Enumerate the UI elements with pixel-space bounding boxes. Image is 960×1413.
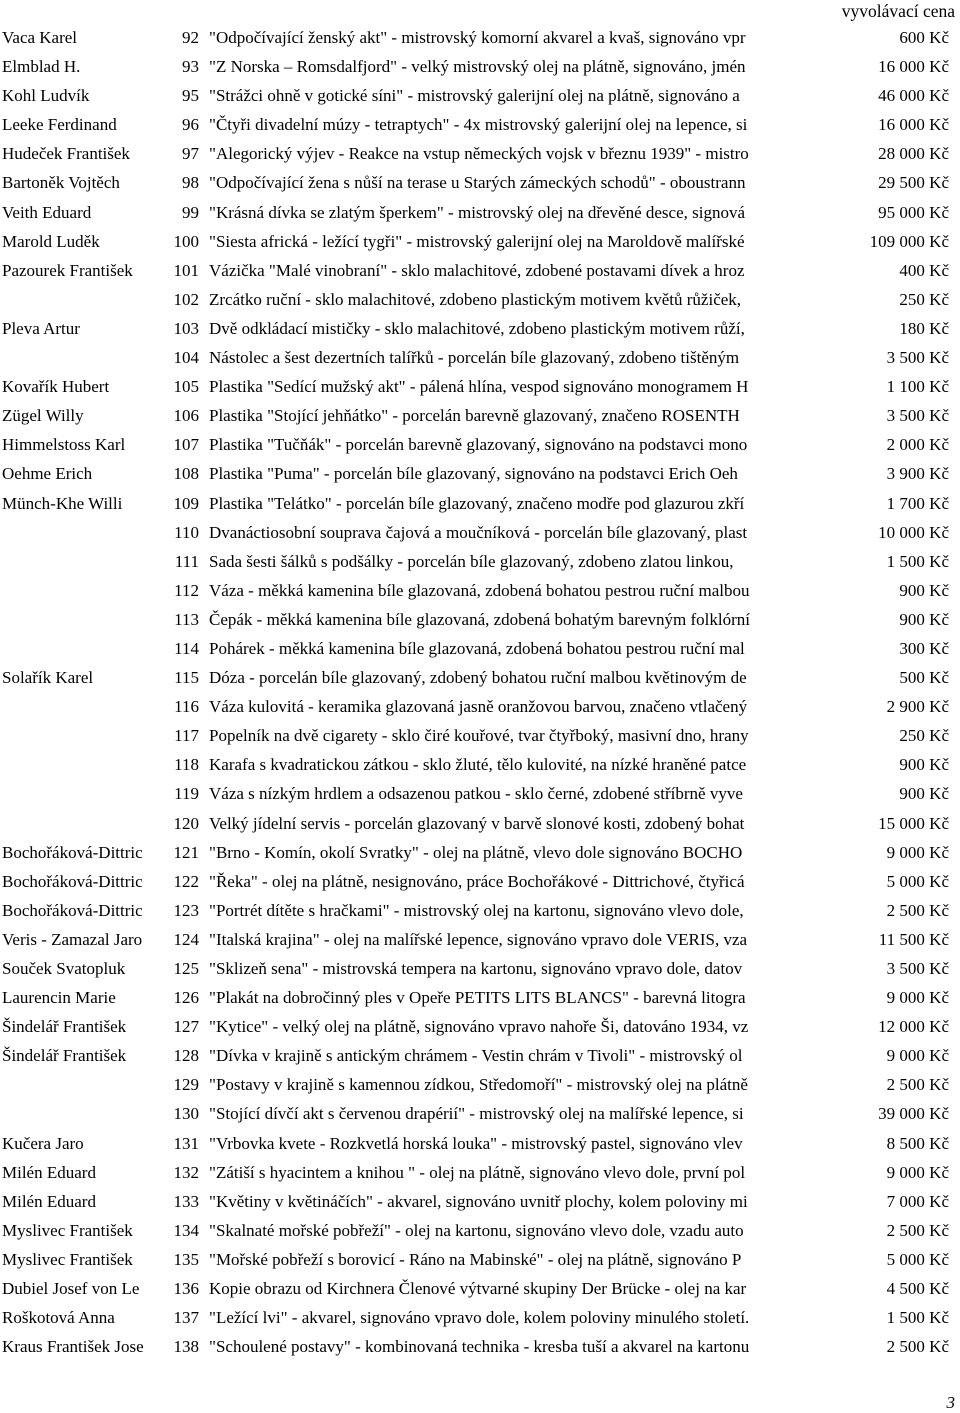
lot-number: 107 (173, 435, 199, 455)
item-description: Vázička "Malé vinobraní" - sklo malachitové, zdobené postavami dívek a hroz (209, 260, 745, 280)
catalog-row (0, 401, 960, 430)
lot-number: 120 (173, 813, 199, 833)
author-name: Šindelář František (2, 1046, 127, 1066)
item-description: "Květiny v květináčích" - akvarel, signováno uvnitř plochy, kolem poloviny mi (209, 1191, 748, 1211)
item-description: Váza s nízkým hrdlem a odsazenou patkou - sklo černé, zdobené stříbrně vyve (209, 784, 743, 804)
author-name: Himmelstoss Karl (2, 435, 126, 455)
lot-number: 100 (173, 231, 199, 251)
lot-number: 92 (182, 28, 199, 47)
starting-price: 2 500 Kč (886, 1075, 949, 1095)
author-name: Bochořáková-Dittric (2, 871, 143, 891)
author-name: Kovařík Hubert (2, 377, 110, 397)
lot-number: 115 (174, 668, 199, 688)
starting-price: 8 500 Kč (886, 1133, 949, 1153)
lot-number: 137 (173, 1308, 199, 1328)
item-description: Kopie obrazu od Kirchnera Členové výtvarné skupiny Der Brücke - olej na kar (209, 1279, 747, 1299)
lot-number: 93 (182, 57, 199, 77)
catalog-row (0, 430, 960, 459)
lot-number: 129 (173, 1075, 199, 1095)
author-name: Souček Svatopluk (2, 959, 126, 978)
item-description: Sada šesti šálků s podšálky - porcelán bíle glazovaný, zdobeno zlatou linkou, (209, 551, 734, 571)
catalog-row (0, 838, 960, 867)
lot-number: 122 (173, 871, 199, 891)
starting-price: 15 000 Kč (878, 813, 949, 833)
auction-catalog-table (0, 23, 960, 1361)
catalog-row (0, 256, 960, 285)
catalog-row (0, 139, 960, 168)
catalog-row (0, 518, 960, 547)
catalog-row (0, 1041, 960, 1070)
catalog-row (0, 779, 960, 808)
catalog-row (0, 1187, 960, 1216)
lot-number: 130 (173, 1104, 199, 1124)
item-description: Pohárek - měkká kamenina bíle glazovaná, zdobená bohatou pestrou ruční mal (209, 638, 745, 658)
item-description: Velký jídelní servis - porcelán glazovaný v barvě slonové kosti, zdobený bohat (209, 813, 745, 833)
author-name: Roškotová Anna (2, 1308, 115, 1328)
author-name: Leeke Ferdinand (2, 115, 117, 135)
catalog-row (0, 52, 960, 81)
catalog-row (0, 489, 960, 518)
starting-price: 9 000 Kč (886, 1162, 949, 1182)
author-name: Milén Eduard (2, 1162, 96, 1182)
lot-number: 108 (173, 464, 199, 484)
author-name: Milén Eduard (2, 1191, 96, 1211)
catalog-row (0, 343, 960, 372)
author-name: Kohl Ludvík (2, 86, 90, 106)
catalog-row (0, 925, 960, 954)
lot-number: 124 (173, 929, 199, 949)
item-description: "Schoulené postavy" - kombinovaná technika - kresba tuší a akvarel na kartonu (209, 1337, 750, 1357)
starting-price: 180 Kč (899, 318, 949, 338)
author-name: Vaca Karel (2, 28, 78, 47)
starting-price: 11 500 Kč (878, 929, 949, 949)
lot-number: 131 (173, 1133, 199, 1153)
starting-price: 250 Kč (899, 726, 949, 746)
starting-price: 9 000 Kč (886, 842, 949, 862)
catalog-row (0, 983, 960, 1012)
author-name: Münch-Khe Willi (2, 493, 123, 513)
catalog-row (0, 750, 960, 779)
catalog-row (0, 1303, 960, 1332)
author-name: Pazourek František (2, 260, 133, 280)
catalog-row (0, 692, 960, 721)
item-description: Zrcátko ruční - sklo malachitové, zdobeno plastickým motivem květů růžiček, (209, 289, 742, 309)
catalog-row (0, 168, 960, 197)
author-name: Kučera Jaro (2, 1133, 84, 1153)
item-description: Dvě odkládací mističky - sklo malachitové, zdobeno plastickým motivem růží, (209, 318, 745, 338)
starting-price: 10 000 Kč (878, 522, 949, 542)
author-name: Bochořáková-Dittric (2, 900, 143, 920)
starting-price: 29 500 Kč (878, 173, 949, 193)
starting-price: 1 100 Kč (886, 377, 949, 397)
catalog-row (0, 285, 960, 314)
item-description: "Stojící dívčí akt s červenou drapérií" - mistrovský olej na malířské lepence, si (209, 1104, 744, 1124)
lot-number: 134 (173, 1220, 199, 1240)
author-name: Bartoněk Vojtěch (2, 173, 120, 193)
starting-price: 2 500 Kč (886, 1337, 949, 1357)
catalog-row (0, 663, 960, 692)
catalog-row (0, 634, 960, 663)
starting-price: 1 700 Kč (886, 493, 949, 513)
catalog-row (0, 1216, 960, 1245)
lot-number: 112 (174, 580, 199, 600)
lot-number: 101 (173, 260, 199, 280)
lot-number: 114 (174, 638, 199, 658)
catalog-row (0, 372, 960, 401)
lot-number: 109 (173, 493, 199, 513)
author-name: Šindelář František (2, 1017, 127, 1037)
lot-number: 97 (182, 144, 199, 164)
catalog-row (0, 1070, 960, 1099)
item-description: Plastika "Stojící jehňátko" - porcelán barevně glazovaný, značeno ROSENTH (209, 406, 740, 426)
lot-number: 110 (174, 522, 199, 542)
lot-number: 117 (174, 726, 199, 746)
catalog-row (0, 809, 960, 838)
item-description: "Vrbovka kvete - Rozkvetlá horská louka" - mistrovský pastel, signováno vlev (209, 1133, 743, 1153)
starting-price: 39 000 Kč (878, 1104, 949, 1124)
lot-number: 104 (173, 348, 199, 368)
lot-number: 128 (173, 1046, 199, 1066)
catalog-row (0, 1274, 960, 1303)
lot-number: 136 (173, 1279, 199, 1299)
lot-number: 111 (174, 551, 199, 571)
lot-number: 118 (174, 755, 199, 775)
starting-price: 9 000 Kč (886, 1046, 949, 1066)
starting-price: 1 500 Kč (886, 551, 949, 571)
author-name: Veris - Zamazal Jaro (2, 929, 143, 949)
item-description: Dvanáctiosobní souprava čajová a moučníková - porcelán bíle glazovaný, plast (209, 522, 748, 542)
catalog-row (0, 1129, 960, 1158)
lot-number: 106 (173, 406, 199, 426)
author-name: Oehme Erich (2, 464, 93, 484)
lot-number: 113 (174, 609, 199, 629)
starting-price: 3 900 Kč (886, 464, 949, 484)
lot-number: 99 (182, 202, 199, 222)
starting-price: 3 500 Kč (886, 959, 949, 978)
starting-price: 7 000 Kč (886, 1191, 949, 1211)
item-description: "Kytice" - velký olej na plátně, signováno vpravo nahoře Ši, datováno 1934, vz (209, 1017, 749, 1037)
item-description: Dóza - porcelán bíle glazovaný, zdobený bohatou ruční malbou květinovým de (209, 668, 747, 688)
catalog-row (0, 1332, 960, 1361)
item-description: "Postavy v krajině s kamennou zídkou, Středomoří" - mistrovský olej na plátně (209, 1075, 748, 1095)
catalog-row (0, 81, 960, 110)
lot-number: 121 (173, 842, 199, 862)
starting-price: 109 000 Kč (869, 231, 949, 251)
catalog-row (0, 1158, 960, 1187)
catalog-row (0, 547, 960, 576)
catalog-row (0, 227, 960, 256)
catalog-row (0, 459, 960, 488)
starting-price: 3 500 Kč (886, 348, 949, 368)
item-description: "Skalnaté mořské pobřeží" - olej na kartonu, signováno vlevo dole, vzadu auto (209, 1220, 744, 1240)
item-description: Popelník na dvě cigarety - sklo čiré kouřové, tvar čtyřboký, masivní dno, hrany (209, 726, 749, 746)
starting-price: 9 000 Kč (886, 988, 949, 1008)
catalog-row (0, 314, 960, 343)
lot-number: 95 (182, 86, 199, 106)
item-description: "Odpočívající žena s nůší na terase u Starých zámeckých schodů" - oboustrann (209, 173, 746, 193)
author-name: Laurencin Marie (2, 988, 116, 1008)
starting-price: 300 Kč (899, 638, 949, 658)
author-name: Elmblad H. (2, 57, 81, 77)
starting-price: 600 Kč (899, 28, 949, 47)
lot-number: 125 (173, 959, 199, 978)
author-name: Veith Eduard (2, 202, 92, 222)
lot-number: 116 (174, 697, 199, 717)
lot-number: 102 (173, 289, 199, 309)
item-description: "Siesta africká - ležící tygři" - mistrovský galerijní olej na Maroldově malířské (209, 231, 745, 251)
item-description: "Krásná dívka se zlatým šperkem" - mistrovský olej na dřevěné desce, signová (209, 202, 745, 222)
item-description: "Řeka" - olej na plátně, nesignováno, práce Bochořákové - Dittrichové, čtyřicá (209, 871, 745, 891)
author-name: Bochořáková-Dittric (2, 842, 143, 862)
starting-price: 4 500 Kč (886, 1279, 949, 1299)
item-description: "Strážci ohně v gotické síni" - mistrovský galerijní olej na plátně, signováno a (209, 86, 740, 106)
item-description: "Čtyři divadelní múzy - tetraptych" - 4x mistrovský galerijní olej na lepence, si (209, 115, 748, 135)
starting-price: 16 000 Kč (878, 115, 949, 135)
starting-price: 46 000 Kč (878, 86, 949, 106)
lot-number: 127 (173, 1017, 199, 1037)
item-description: Nástolec a šest dezertních talířků - porcelán bíle glazovaný, zdobeno tištěným (209, 348, 740, 368)
item-description: "Plakát na dobročinný ples v Opeře PETITS LITS BLANCS" - barevná litogra (209, 988, 746, 1008)
author-name: Marold Luděk (2, 231, 100, 251)
item-description: Čepák - měkká kamenina bíle glazovaná, zdobená bohatým barevným folklórní (209, 609, 750, 629)
item-description: "Alegorický výjev - Reakce na vstup německých vojsk v březnu 1939" - mistro (209, 144, 749, 164)
item-description: "Brno - Komín, okolí Svratky" - olej na plátně, vlevo dole signováno BOCHO (209, 842, 743, 862)
catalog-row (0, 721, 960, 750)
catalog-row (0, 23, 960, 52)
item-description: Plastika "Sedící mužský akt" - pálená hlína, vespod signováno monogramem H (209, 377, 749, 397)
author-name: Hudeček František (2, 144, 130, 164)
catalog-row (0, 198, 960, 227)
item-description: "Dívka v krajině s antickým chrámem - Vestin chrám v Tivoli" - mistrovský ol (209, 1046, 743, 1066)
starting-price: 16 000 Kč (878, 57, 949, 77)
author-name: Pleva Artur (2, 318, 80, 338)
lot-number: 119 (174, 784, 199, 804)
starting-price: 3 500 Kč (886, 406, 949, 426)
catalog-row (0, 110, 960, 139)
lot-number: 132 (173, 1162, 199, 1182)
lot-number: 98 (182, 173, 199, 193)
item-description: Plastika "Telátko" - porcelán bíle glazovaný, značeno modře pod glazurou zkří (209, 493, 745, 513)
author-name: Myslivec František (2, 1220, 133, 1240)
item-description: "Zátiší s hyacintem a knihou " - olej na plátně, signováno vlevo dole, první pol (209, 1162, 746, 1182)
lot-number: 133 (173, 1191, 199, 1211)
item-description: "Sklizeň sena" - mistrovská tempera na kartonu, signováno vpravo dole, datov (209, 959, 743, 978)
catalog-row (0, 576, 960, 605)
catalog-row (0, 954, 960, 983)
starting-price: 5 000 Kč (886, 871, 949, 891)
catalog-row (0, 1245, 960, 1274)
starting-price: 2 500 Kč (886, 1220, 949, 1240)
starting-price: 250 Kč (899, 289, 949, 309)
starting-price: 1 500 Kč (886, 1308, 949, 1328)
lot-number: 105 (173, 377, 199, 397)
lot-number: 135 (173, 1249, 199, 1269)
item-description: Plastika "Tučňák" - porcelán barevně glazovaný, signováno na podstavci mono (209, 435, 748, 455)
author-name: Myslivec František (2, 1249, 133, 1269)
lot-number: 126 (173, 988, 199, 1008)
catalog-row (0, 1012, 960, 1041)
page-number: 3 (946, 1393, 955, 1412)
author-name: Dubiel Josef von Le (2, 1279, 140, 1299)
catalog-row (0, 867, 960, 896)
catalog-row (0, 605, 960, 634)
starting-price: 2 500 Kč (886, 900, 949, 920)
item-description: Plastika "Puma" - porcelán bíle glazovaný, signováno na podstavci Erich Oeh (209, 464, 738, 484)
author-name: Zügel Willy (2, 406, 84, 426)
starting-price: 900 Kč (899, 784, 949, 804)
author-name: Kraus František Jose (2, 1337, 144, 1357)
starting-price: 2 000 Kč (886, 435, 949, 455)
item-description: Karafa s kvadratickou zátkou - sklo žluté, tělo kulovité, na nízké hraněné patce (209, 755, 747, 775)
starting-price: 2 900 Kč (886, 697, 949, 717)
item-description: Váza - měkká kamenina bíle glazovaná, zdobená bohatou pestrou ruční malbou (209, 580, 750, 600)
lot-number: 138 (173, 1337, 199, 1357)
estimate-column-header: vyvolávací cena (841, 1, 955, 21)
author-name: Solařík Karel (2, 668, 94, 688)
item-description: "Portrét dítěte s hračkami" - mistrovský olej na kartonu, signováno vlevo dole, (209, 900, 744, 920)
item-description: Váza kulovitá - keramika glazovaná jasně oranžovou barvou, značeno vtlačený (209, 697, 748, 717)
lot-number: 103 (173, 318, 199, 338)
starting-price: 5 000 Kč (886, 1249, 949, 1269)
starting-price: 900 Kč (899, 755, 949, 775)
starting-price: 95 000 Kč (878, 202, 949, 222)
lot-number: 123 (173, 900, 199, 920)
item-description: "Italská krajina" - olej na malířské lepence, signováno vpravo dole VERIS, vza (209, 929, 748, 949)
catalog-row (0, 1099, 960, 1128)
starting-price: 28 000 Kč (878, 144, 949, 164)
lot-number: 96 (182, 115, 199, 135)
starting-price: 900 Kč (899, 580, 949, 600)
starting-price: 500 Kč (899, 668, 949, 688)
item-description: "Mořské pobřeží s borovicí - Ráno na Mabinské" - olej na plátně, signováno P (209, 1249, 742, 1269)
item-description: "Odpočívající ženský akt" - mistrovský komorní akvarel a kvaš, signováno vpr (209, 28, 746, 47)
starting-price: 12 000 Kč (878, 1017, 949, 1037)
item-description: "Z Norska – Romsdalfjord" - velký mistrovský olej na plátně, signováno, jmén (209, 57, 746, 77)
item-description: "Ležící lvi" - akvarel, signováno vpravo dole, kolem poloviny minulého století. (209, 1308, 750, 1328)
starting-price: 900 Kč (899, 609, 949, 629)
starting-price: 400 Kč (899, 260, 949, 280)
catalog-row (0, 896, 960, 925)
